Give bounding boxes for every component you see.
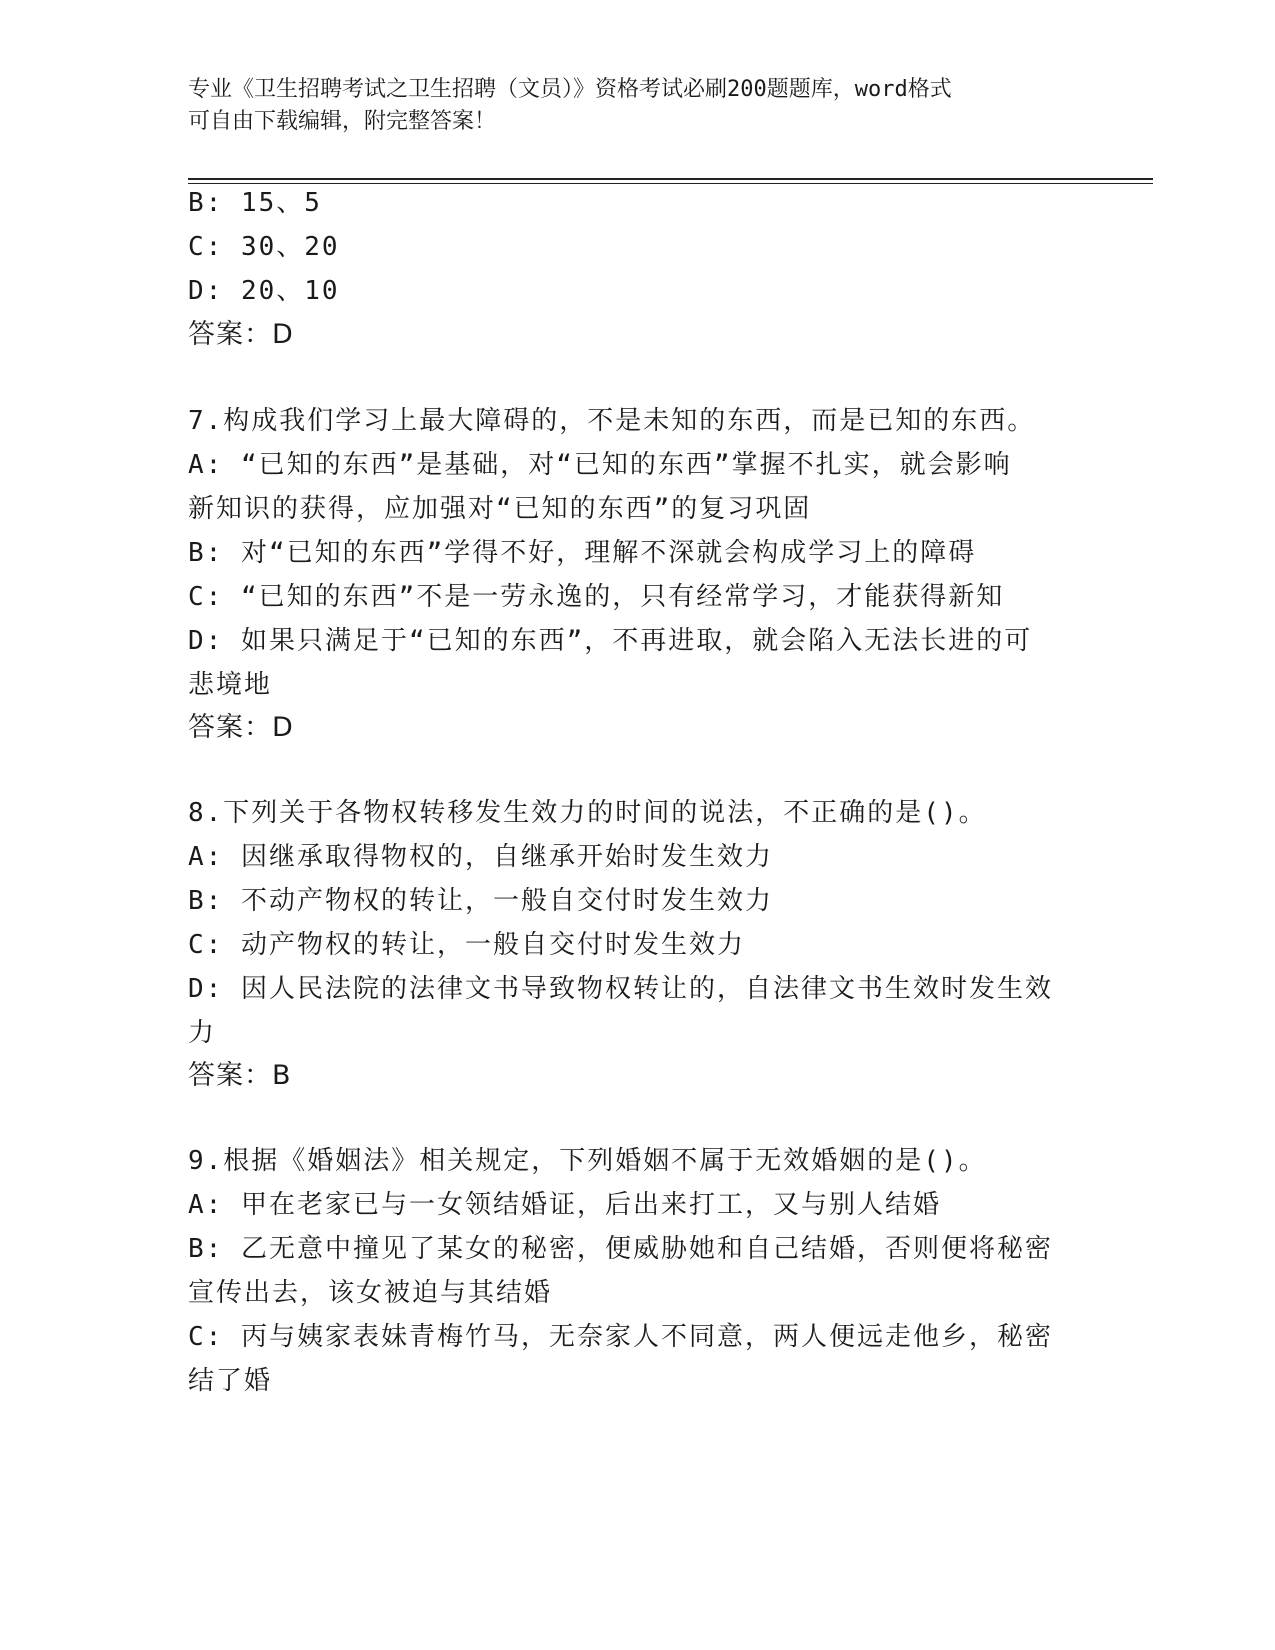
header-rule-thick	[188, 178, 1153, 180]
q7-option-a-line-1: A: “已知的东西”是基础，对“已知的东西”掌握不扎实，就会影响	[188, 450, 1012, 480]
q9-option-b-line-1: B: 乙无意中撞见了某女的秘密，便威胁她和自己结婚，否则便将秘密	[188, 1234, 1053, 1264]
q8-option-d-line-1: D: 因人民法院的法律文书导致物权转让的，自法律文书生效时发生效	[188, 974, 1053, 1004]
q9-stem: 9.根据《婚姻法》相关规定，下列婚姻不属于无效婚姻的是()。	[188, 1146, 987, 1176]
q8-answer: 答案：B	[188, 1060, 292, 1091]
q9-option-c-line-2: 结了婚	[188, 1366, 273, 1396]
q8-option-c: C: 动产物权的转让，一般自交付时发生效力	[188, 930, 745, 960]
q8-option-a: A: 因继承取得物权的，自继承开始时发生效力	[188, 842, 773, 872]
q9-option-a: A: 甲在老家已与一女领结婚证，后出来打工，又与别人结婚	[188, 1190, 941, 1220]
q6-option-c: C: 30、20	[188, 232, 340, 262]
q6-option-b: B: 15、5	[188, 188, 322, 218]
q7-answer: 答案：D	[188, 712, 294, 743]
q6-answer: 答案：D	[188, 319, 294, 350]
header-title-line-1: 专业《卫生招聘考试之卫生招聘（文员）》资格考试必刷200题题库，word格式	[188, 77, 952, 102]
q7-option-d-line-1: D: 如果只满足于“已知的东西”，不再进取，就会陷入无法长进的可	[188, 626, 1033, 656]
header-title-line-2: 可自由下载编辑，附完整答案！	[188, 109, 497, 134]
q7-stem: 7.构成我们学习上最大障碍的，不是未知的东西，而是已知的东西。	[188, 406, 1036, 436]
q7-option-b: B: 对“已知的东西”学得不好，理解不深就会构成学习上的障碍	[188, 538, 977, 568]
q7-option-c: C: “已知的东西”不是一劳永逸的，只有经常学习，才能获得新知	[188, 582, 1005, 612]
q8-option-b: B: 不动产物权的转让，一般自交付时发生效力	[188, 886, 773, 916]
q8-option-d-line-2: 力	[188, 1018, 217, 1048]
q8-stem: 8.下列关于各物权转移发生效力的时间的说法，不正确的是()。	[188, 798, 987, 828]
q9-option-c-line-1: C: 丙与姨家表妹青梅竹马，无奈家人不同意，两人便远走他乡，秘密	[188, 1322, 1053, 1352]
header-rule-thin	[188, 183, 1153, 184]
q9-option-b-line-2: 宣传出去，该女被迫与其结婚	[188, 1278, 553, 1308]
q7-option-d-line-2: 悲境地	[188, 670, 273, 700]
page-header	[188, 74, 1088, 138]
q6-option-d: D: 20、10	[188, 276, 340, 306]
q7-option-a-line-2: 新知识的获得，应加强对“已知的东西”的复习巩固	[188, 494, 812, 524]
